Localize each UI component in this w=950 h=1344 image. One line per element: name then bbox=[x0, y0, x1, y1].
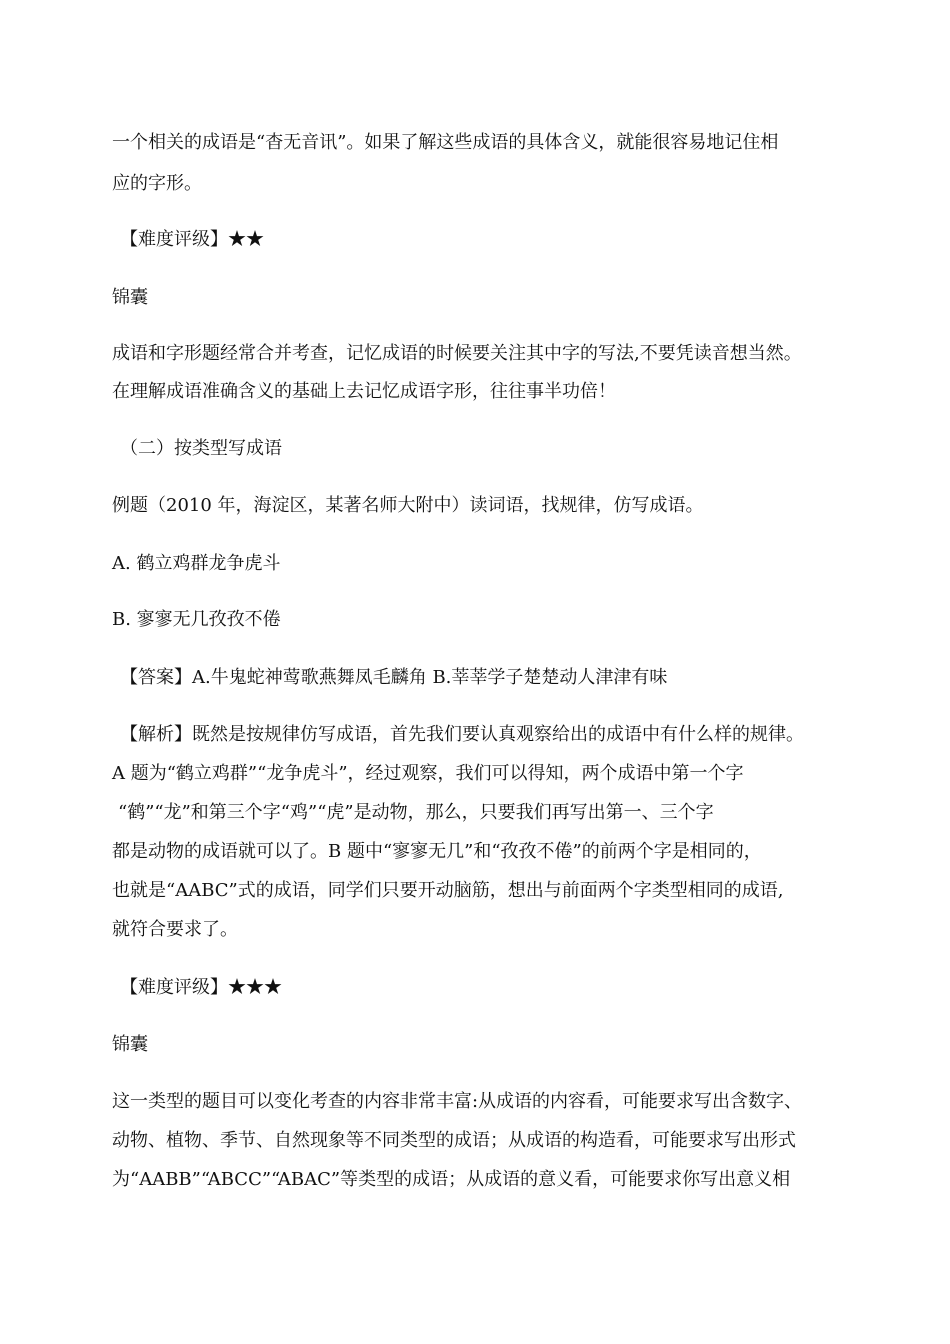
paragraph-line: 成语和字形题经常合并考查，记忆成语的时候要关注其中字的写法,不要凭读音想当然。 bbox=[112, 343, 802, 364]
difficulty-rating: 【难度评级】★★★ bbox=[120, 977, 282, 998]
tip-heading: 锦囊 bbox=[112, 1034, 148, 1055]
analysis-line: 也就是“AABC”式的成语，同学们只要开动脑筋，想出与前面两个字类型相同的成语, bbox=[112, 880, 784, 901]
tip-heading: 锦囊 bbox=[112, 287, 148, 308]
option-b: B. 寥寥无几孜孜不倦 bbox=[112, 609, 281, 630]
analysis-line: “鹤”“龙”和第三个字“鸡”“虎”是动物，那么，只要我们再写出第一、三个字 bbox=[118, 802, 714, 823]
option-a: A. 鹤立鸡群龙争虎斗 bbox=[112, 553, 281, 574]
analysis-line: 都是动物的成语就可以了。B 题中“寥寥无几”和“孜孜不倦”的前两个字是相同的， bbox=[112, 841, 762, 862]
paragraph-line: 在理解成语准确含义的基础上去记忆成语字形，往往事半功倍！ bbox=[112, 381, 616, 402]
paragraph-line: 动物、植物、季节、自然现象等不同类型的成语；从成语的构造看，可能要求写出形式 bbox=[112, 1130, 796, 1151]
answer: 【答案】A.牛鬼蛇神莺歌燕舞凤毛麟角 B.莘莘学子楚楚动人津津有味 bbox=[120, 667, 668, 688]
section-heading: （二）按类型写成语 bbox=[120, 438, 282, 459]
example-question: 例题（2010 年，海淀区，某著名师大附中）读词语，找规律，仿写成语。 bbox=[112, 495, 704, 516]
paragraph-line: 应的字形。 bbox=[112, 173, 202, 194]
paragraph-line: 这一类型的题目可以变化考查的内容非常丰富:从成语的内容看，可能要求写出含数字、 bbox=[112, 1091, 803, 1112]
analysis-line: 【解析】既然是按规律仿写成语，首先我们要认真观察给出的成语中有什么样的规律。 bbox=[120, 724, 804, 745]
paragraph-line: 为“AABB”“ABCC”“ABAC”等类型的成语；从成语的意义看，可能要求你写出意义相 bbox=[112, 1169, 791, 1190]
difficulty-rating: 【难度评级】★★ bbox=[120, 229, 264, 250]
analysis-line: A 题为“鹤立鸡群”“龙争虎斗”，经过观察，我们可以得知，两个成语中第一个字 bbox=[112, 763, 744, 784]
paragraph-line: 一个相关的成语是“杳无音讯”。如果了解这些成语的具体含义，就能很容易地记住相 bbox=[112, 132, 779, 153]
analysis-line: 就符合要求了。 bbox=[112, 919, 238, 940]
